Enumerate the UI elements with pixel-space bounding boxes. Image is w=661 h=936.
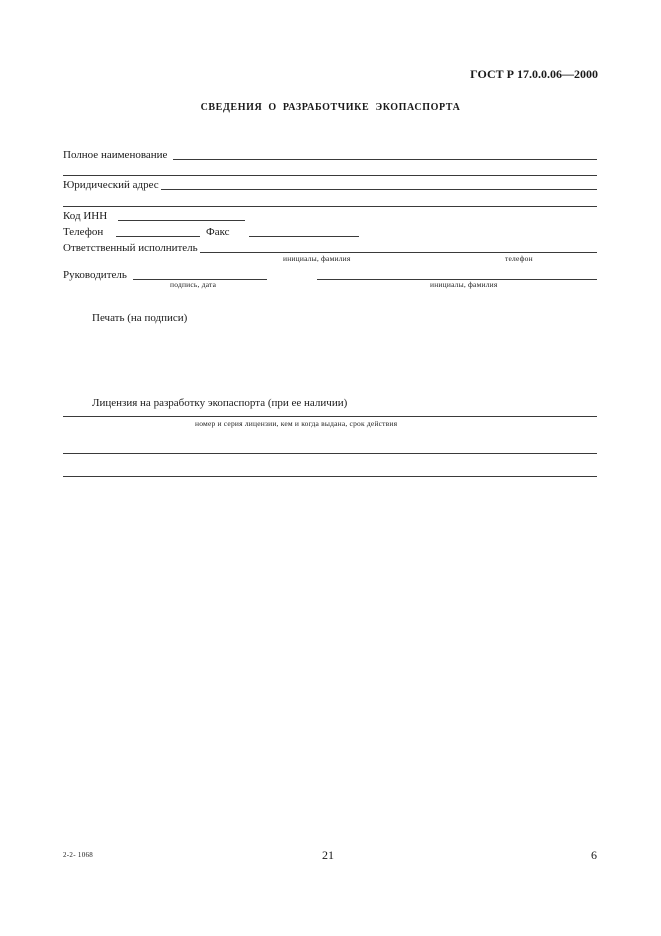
legal-address-field-line-2[interactable] [63,206,597,207]
license-field-line-3[interactable] [63,476,597,477]
full-name-field-line-2[interactable] [63,175,597,176]
manager-label: Руководитель [63,269,127,281]
standard-number: ГОСТ Р 17.0.0.06—2000 [470,67,598,81]
page-number: 21 [322,848,334,862]
sheet-number: 6 [591,848,597,862]
fax-label: Факс [206,226,230,238]
phone-field-line[interactable] [116,236,200,237]
full-name-field-line[interactable] [173,159,597,160]
page-title: СВЕДЕНИЯ О РАЗРАБОТЧИКЕ ЭКОПАСПОРТА [200,102,461,113]
phone-label: Телефон [63,226,104,238]
responsible-label: Ответственный исполнитель [63,242,198,254]
responsible-field-line[interactable] [200,252,597,253]
license-hint: номер и серия лицензии, кем и когда выдана, срок действия [195,419,398,428]
manager-hint-name: инициалы, фамилия [430,280,498,289]
manager-hint-signature: подпись, дата [170,280,217,289]
inn-label: Код ИНН [63,210,108,222]
footer-code: 2-2- 1068 [63,851,94,859]
fax-field-line[interactable] [249,236,359,237]
legal-address-label: Юридический адрес [63,179,159,191]
license-field-line-2[interactable] [63,453,597,454]
stamp-label: Печать (на подписи) [92,312,188,324]
license-label: Лицензия на разработку экопаспорта (при ее наличии) [92,397,348,409]
full-name-label: Полное наименование [63,149,168,161]
legal-address-field-line[interactable] [161,189,597,190]
responsible-hint-name: инициалы, фамилия [283,254,351,263]
responsible-hint-phone: телефон [505,254,533,263]
inn-field-line[interactable] [118,220,245,221]
license-field-line[interactable] [63,416,597,417]
